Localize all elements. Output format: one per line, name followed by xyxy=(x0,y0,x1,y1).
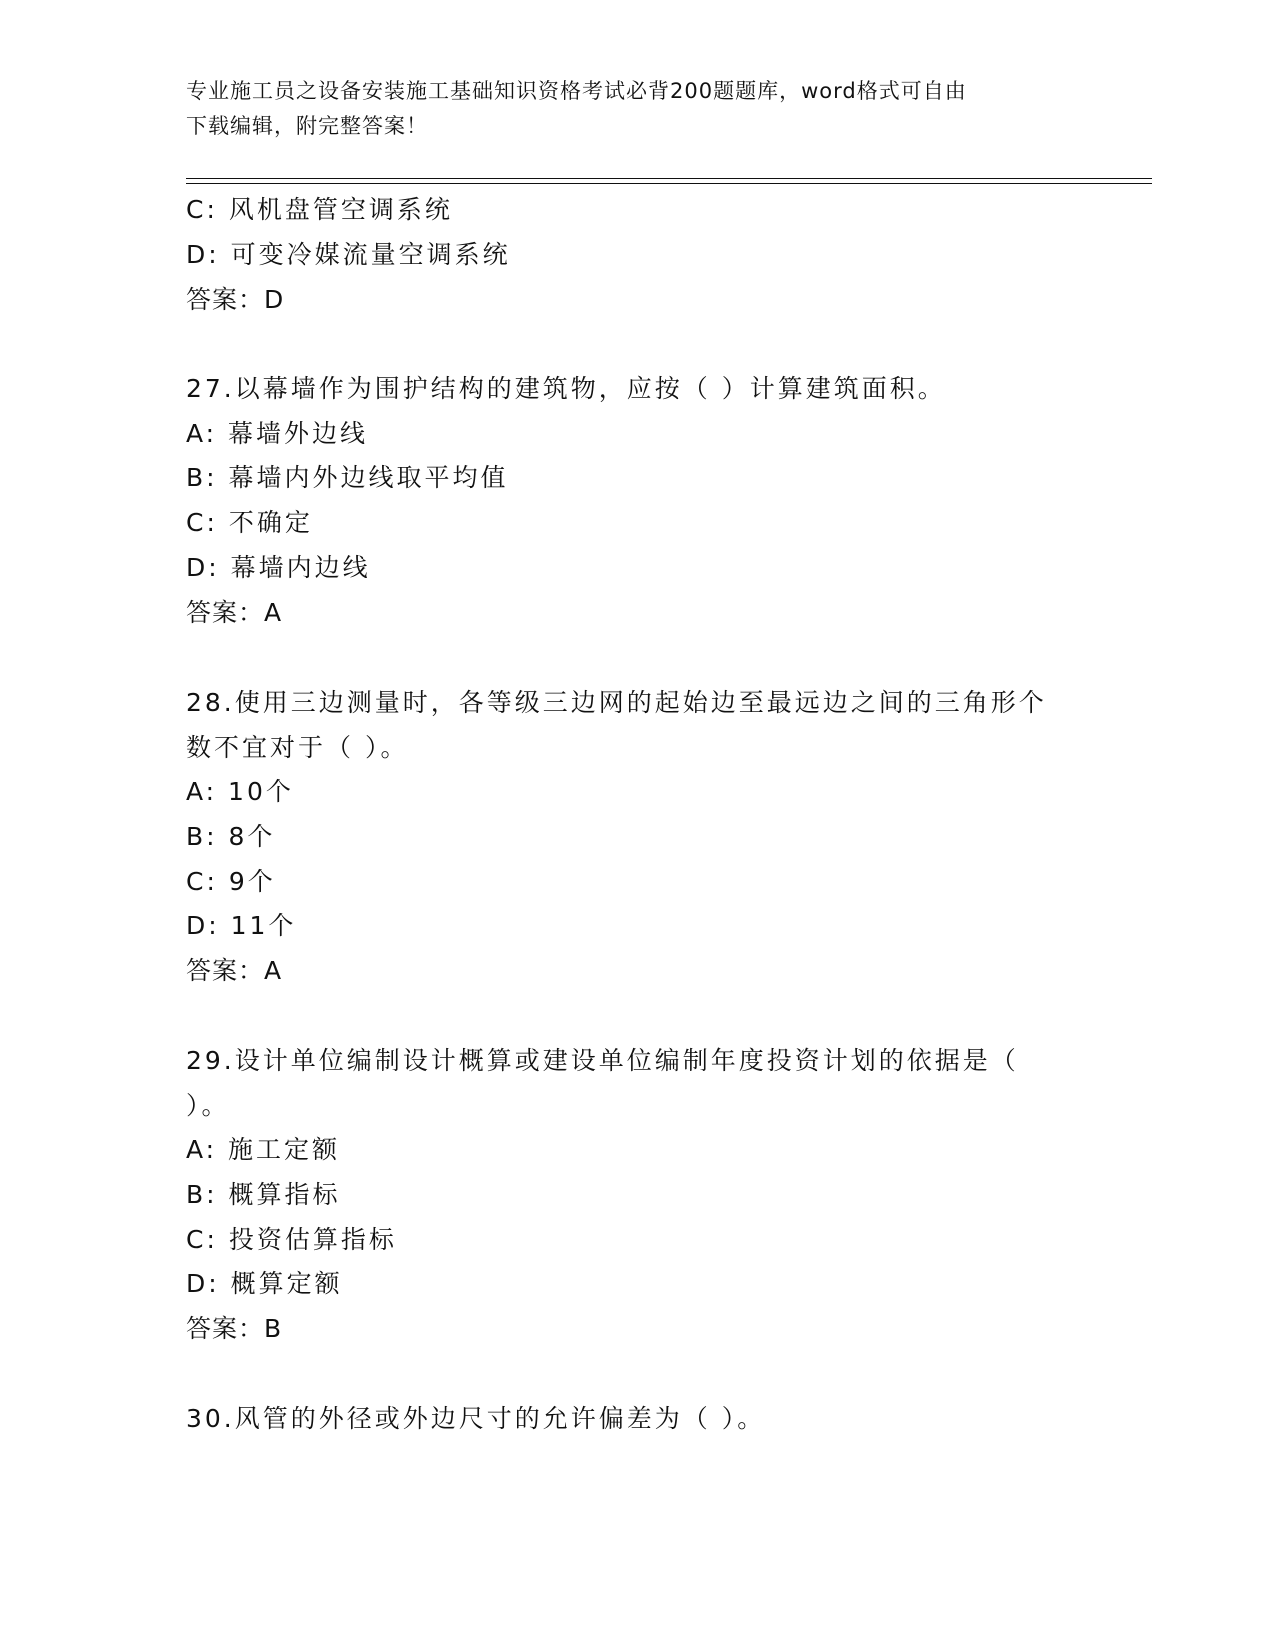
question-29-continued: ）。 xyxy=(186,1091,230,1120)
answer-line: 答案：A xyxy=(186,598,283,627)
option-d: D: 概算定额 xyxy=(186,1269,343,1298)
option-b: B: 8个 xyxy=(186,822,276,851)
answer-line: 答案：A xyxy=(186,956,283,985)
option-d: D: 11个 xyxy=(186,911,297,940)
question-27: 27.以幕墙作为围护结构的建筑物，应按（ ）计算建筑面积。 xyxy=(186,374,946,403)
option-b: B: 概算指标 xyxy=(186,1180,341,1209)
question-29: 29.设计单位编制设计概算或建设单位编制年度投资计划的依据是（ xyxy=(186,1046,1019,1075)
option-b: B: 幕墙内外边线取平均值 xyxy=(186,463,509,492)
option-c: C: 投资估算指标 xyxy=(186,1225,397,1254)
question-28-continued: 数不宜对于（ ）。 xyxy=(186,733,409,762)
option-c: C: 风机盘管空调系统 xyxy=(186,195,453,224)
option-a: A: 幕墙外边线 xyxy=(186,419,369,448)
option-d: D: 幕墙内边线 xyxy=(186,553,371,582)
header-line-1: 专业施工员之设备安装施工基础知识资格考试必背200题题库，word格式可自由 xyxy=(186,79,967,103)
answer-line: 答案：D xyxy=(186,285,285,314)
option-c: C: 9个 xyxy=(186,867,276,896)
option-a: A: 施工定额 xyxy=(186,1135,341,1164)
header-line-2: 下载编辑，附完整答案！ xyxy=(186,114,428,138)
question-28: 28.使用三边测量时，各等级三边网的起始边至最远边之间的三角形个 xyxy=(186,688,1047,717)
option-c: C: 不确定 xyxy=(186,508,313,537)
header-rule-top xyxy=(186,178,1152,179)
answer-line: 答案：B xyxy=(186,1314,283,1343)
document-header xyxy=(186,74,1066,144)
option-a: A: 10个 xyxy=(186,777,294,806)
option-d: D: 可变冷媒流量空调系统 xyxy=(186,240,511,269)
header-rule-bottom xyxy=(186,183,1152,184)
question-30: 30.风管的外径或外边尺寸的允许偏差为（ ）。 xyxy=(186,1404,766,1433)
